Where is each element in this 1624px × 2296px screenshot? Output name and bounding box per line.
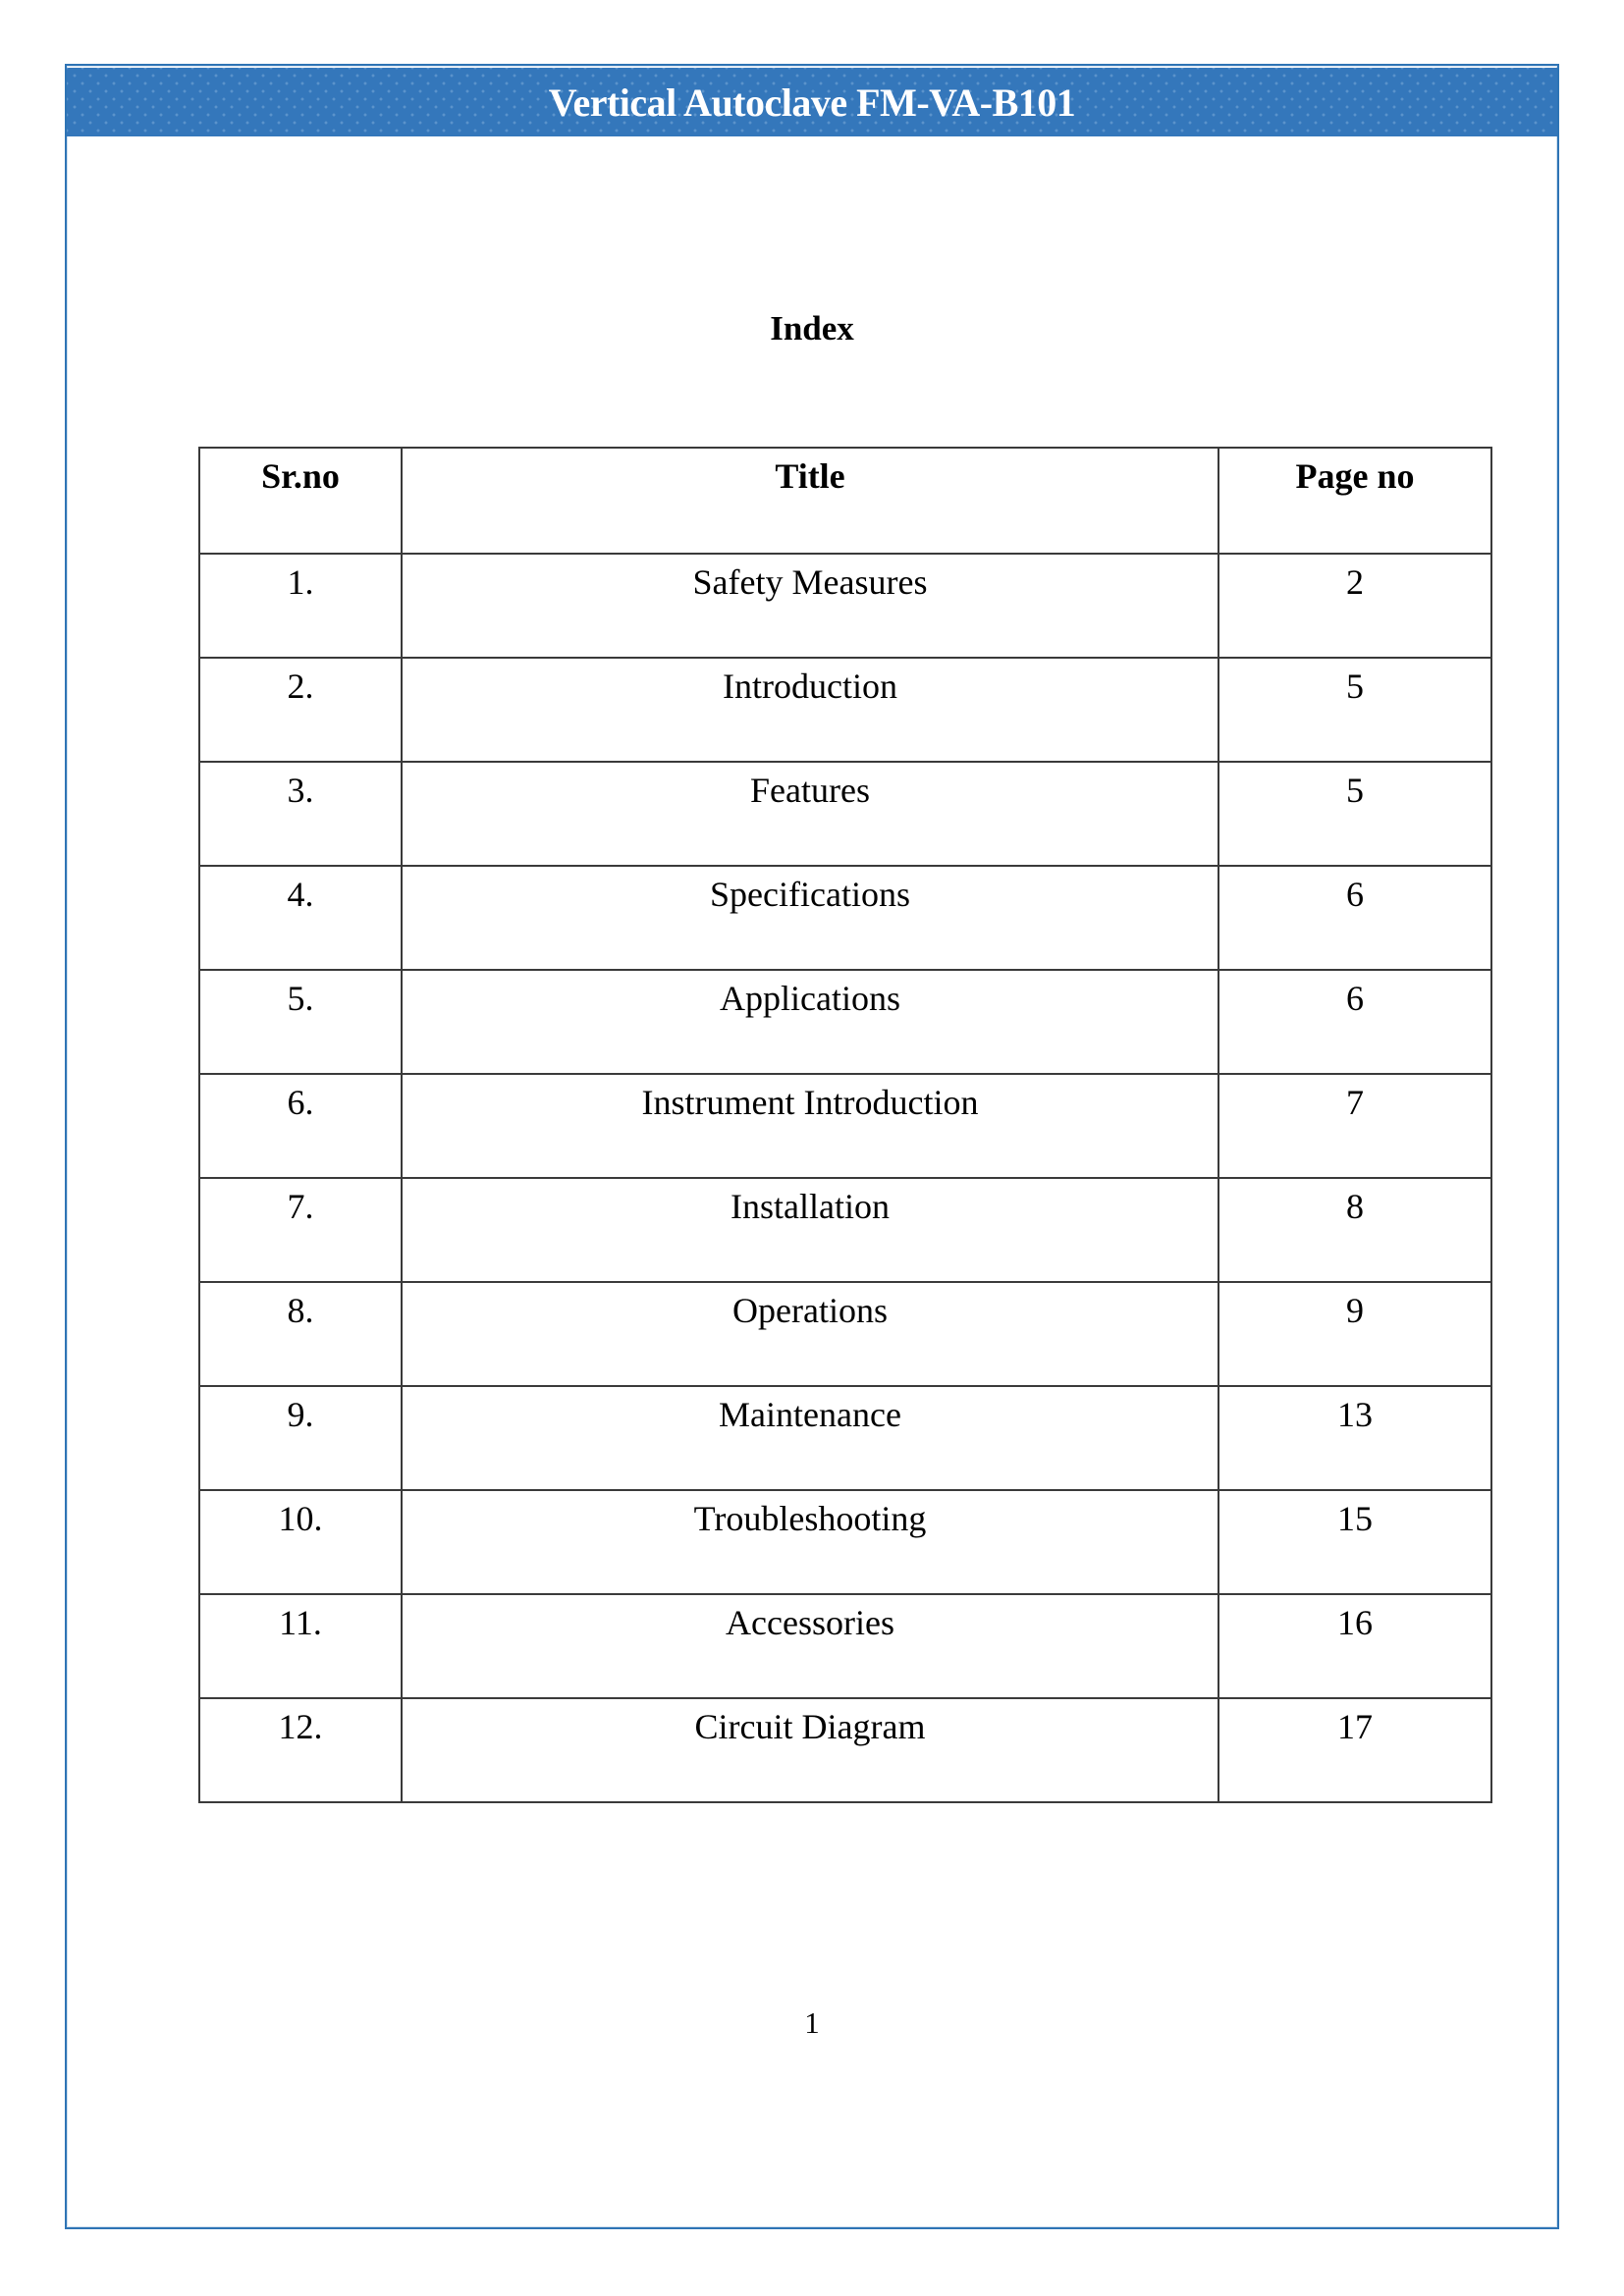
title-cell: Features (402, 762, 1218, 866)
index-table (198, 447, 1492, 1803)
page-no-cell: 8 (1218, 1178, 1491, 1282)
sr-no-cell: 1. (199, 554, 402, 658)
page-number: 1 (804, 2005, 820, 2040)
sr-no-cell: 7. (199, 1178, 402, 1282)
page-no-cell: 5 (1218, 762, 1491, 866)
sr-no-cell: 5. (199, 970, 402, 1074)
table-row (199, 554, 1491, 658)
sr-no-cell: 10. (199, 1490, 402, 1594)
table-row (199, 1386, 1491, 1490)
sr-no-cell: 3. (199, 762, 402, 866)
page-no-cell: 13 (1218, 1386, 1491, 1490)
page-no-cell: 6 (1218, 866, 1491, 970)
document-header-bar (67, 68, 1557, 136)
table-row (199, 658, 1491, 762)
page-no-cell: 6 (1218, 970, 1491, 1074)
page-no-cell: 9 (1218, 1282, 1491, 1386)
table-row (199, 762, 1491, 866)
page-no-cell: 7 (1218, 1074, 1491, 1178)
sr-no-cell: 9. (199, 1386, 402, 1490)
title-cell: Specifications (402, 866, 1218, 970)
title-cell: Troubleshooting (402, 1490, 1218, 1594)
page-no-cell: 5 (1218, 658, 1491, 762)
table-row (199, 1698, 1491, 1802)
page-no-cell: 16 (1218, 1594, 1491, 1698)
title-cell: Installation (402, 1178, 1218, 1282)
page-no-cell: 17 (1218, 1698, 1491, 1802)
sr-no-cell: 12. (199, 1698, 402, 1802)
sr-no-cell: 2. (199, 658, 402, 762)
page-no-cell: 15 (1218, 1490, 1491, 1594)
table-row (199, 866, 1491, 970)
title-cell: Introduction (402, 658, 1218, 762)
sr-no-cell: 6. (199, 1074, 402, 1178)
title-cell: Maintenance (402, 1386, 1218, 1490)
page-no-cell: 2 (1218, 554, 1491, 658)
table-row (199, 1490, 1491, 1594)
table-row (199, 1594, 1491, 1698)
document-title: Vertical Autoclave FM-VA-B101 (548, 80, 1076, 125)
sr-no-cell: 8. (199, 1282, 402, 1386)
table-row (199, 1178, 1491, 1282)
title-cell: Instrument Introduction (402, 1074, 1218, 1178)
column-header-title: Title (402, 448, 1218, 554)
title-cell: Operations (402, 1282, 1218, 1386)
document-page-frame (65, 64, 1559, 2229)
table-row (199, 1074, 1491, 1178)
sr-no-cell: 4. (199, 866, 402, 970)
sr-no-cell: 11. (199, 1594, 402, 1698)
title-cell: Circuit Diagram (402, 1698, 1218, 1802)
table-header-row (199, 448, 1491, 554)
title-cell: Accessories (402, 1594, 1218, 1698)
index-heading: Index (770, 309, 854, 347)
title-cell: Safety Measures (402, 554, 1218, 658)
column-header-srno: Sr.no (199, 448, 402, 554)
column-header-pageno: Page no (1218, 448, 1491, 554)
table-row (199, 970, 1491, 1074)
title-cell: Applications (402, 970, 1218, 1074)
table-row (199, 1282, 1491, 1386)
